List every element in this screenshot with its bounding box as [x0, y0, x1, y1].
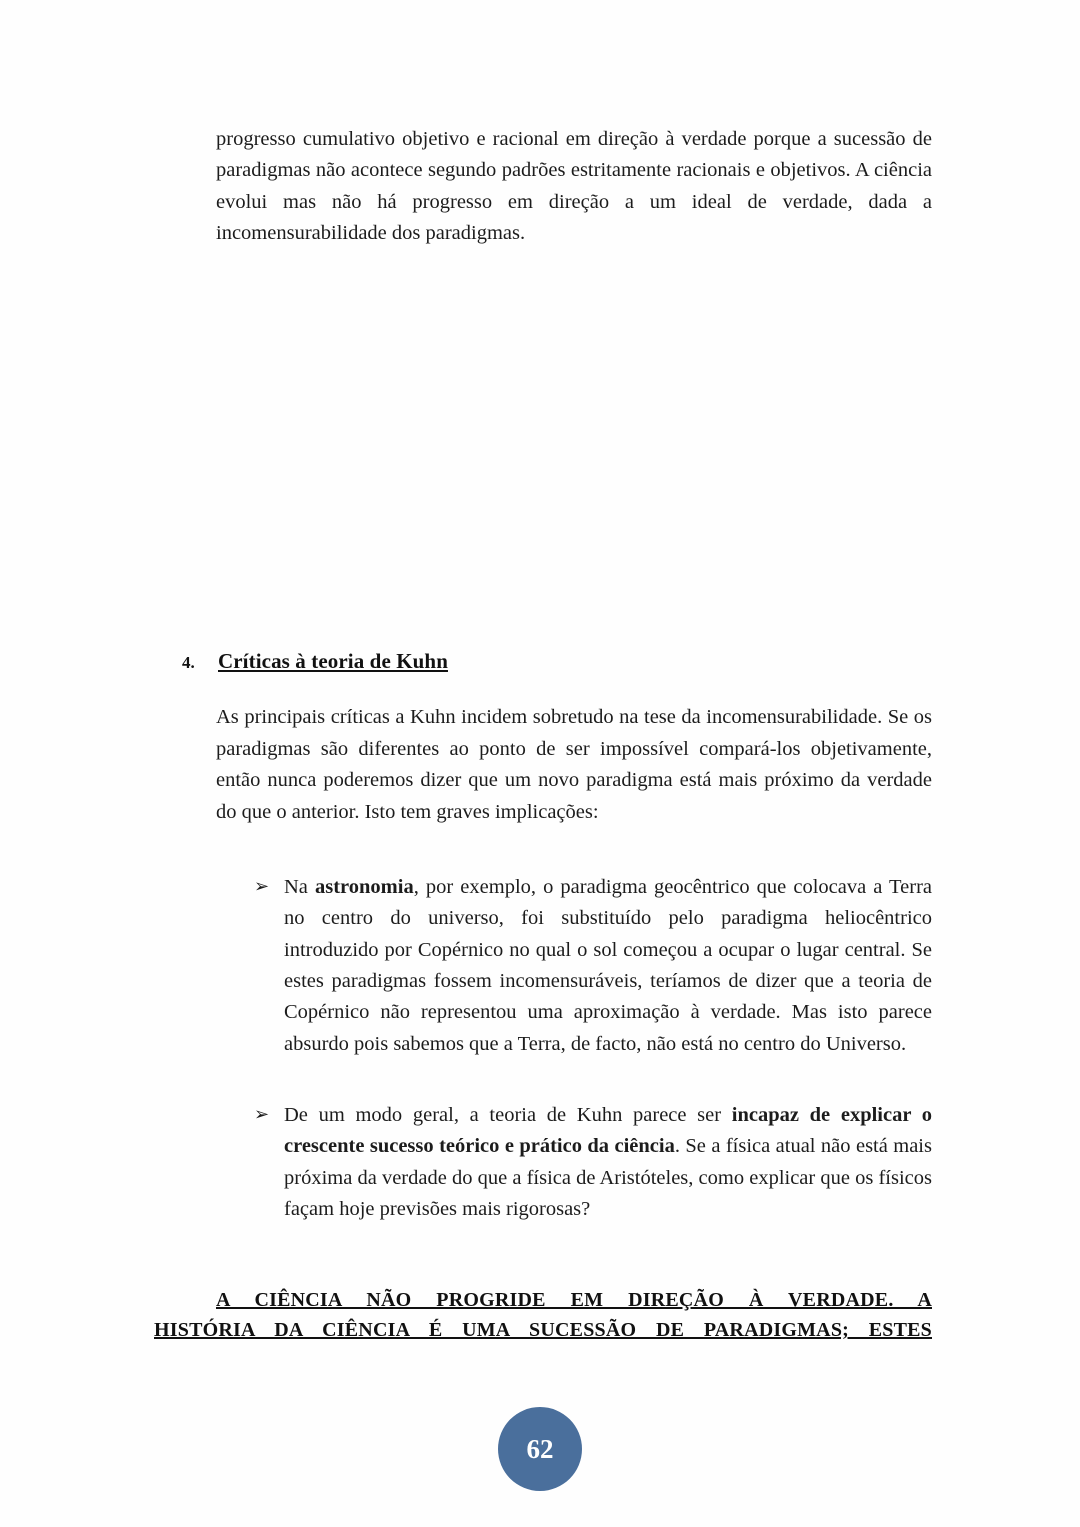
bullet-arrow-icon: ➢	[254, 1104, 270, 1125]
top-paragraph: progresso cumulativo objetivo e racional em direção à verdade porque a sucessão de paradigmas não acontece segundo padrões estritamente racionais e objetivos. A ciência evolui mas não há progresso em direção a um ideal de verdade, dada a incomensurabilidade dos paradigmas.	[216, 128, 932, 245]
list-item	[216, 872, 932, 1060]
list-item-text-part1: De um modo geral, a teoria de Kuhn parece ser	[284, 1104, 732, 1127]
section-heading	[182, 649, 932, 674]
bullet-list	[216, 872, 932, 1226]
page-number-badge: 62	[498, 1407, 582, 1491]
conclusion-line-1: A CIÊNCIA NÃO PROGRIDE EM DIREÇÃO À VERDADE. A	[216, 1289, 932, 1312]
list-item	[216, 1100, 932, 1225]
page-content	[154, 124, 933, 1345]
list-item-text-part2: , por exemplo, o paradigma geocêntrico que colocava a Terra no centro do universo, foi substituído pelo paradigma heliocêntrico introduzido por Copérnico no qual o sol começou a ocupar o lugar central. Se estes paradigmas fossem incomensuráveis, teríamos de dizer que a teoria de Copérnico não representou uma aproximação à verdade. Mas isto parece absurdo pois sabemos que a Terra, de facto, não está no centro do Universo.	[284, 875, 933, 1055]
list-item-text-part2: . Se a física atual não está mais próxima da verdade do que a física de Aristóteles, como explicar que os físicos façam hoje previsões mais rigorosas?	[284, 1135, 932, 1221]
section-title: Críticas à teoria de Kuhn	[218, 649, 448, 674]
list-item-bold1: incapaz de explicar o crescente sucesso teórico e prático da ciência	[284, 1104, 932, 1158]
list-item-bold1: astronomia	[314, 875, 414, 898]
bullet-arrow-icon: ➢	[254, 875, 270, 896]
conclusion-line-2: HISTÓRIA DA CIÊNCIA É UMA SUCESSÃO DE PARADIGMAS; ESTES	[154, 1319, 932, 1342]
section-intro-paragraph: As principais críticas a Kuhn incidem sobretudo na tese da incomensurabilidade. Se os paradigmas são diferentes ao ponto de ser impossível compará-los objetivamente, então nunca poderemos dizer que um novo paradigma está mais próximo da verdade do que o anterior. Isto tem graves implicações:	[216, 706, 932, 823]
blank-space	[216, 249, 932, 649]
list-item-text-part1: Na	[284, 875, 315, 898]
section-number: 4.	[182, 653, 195, 673]
conclusion-heading	[154, 1285, 932, 1345]
